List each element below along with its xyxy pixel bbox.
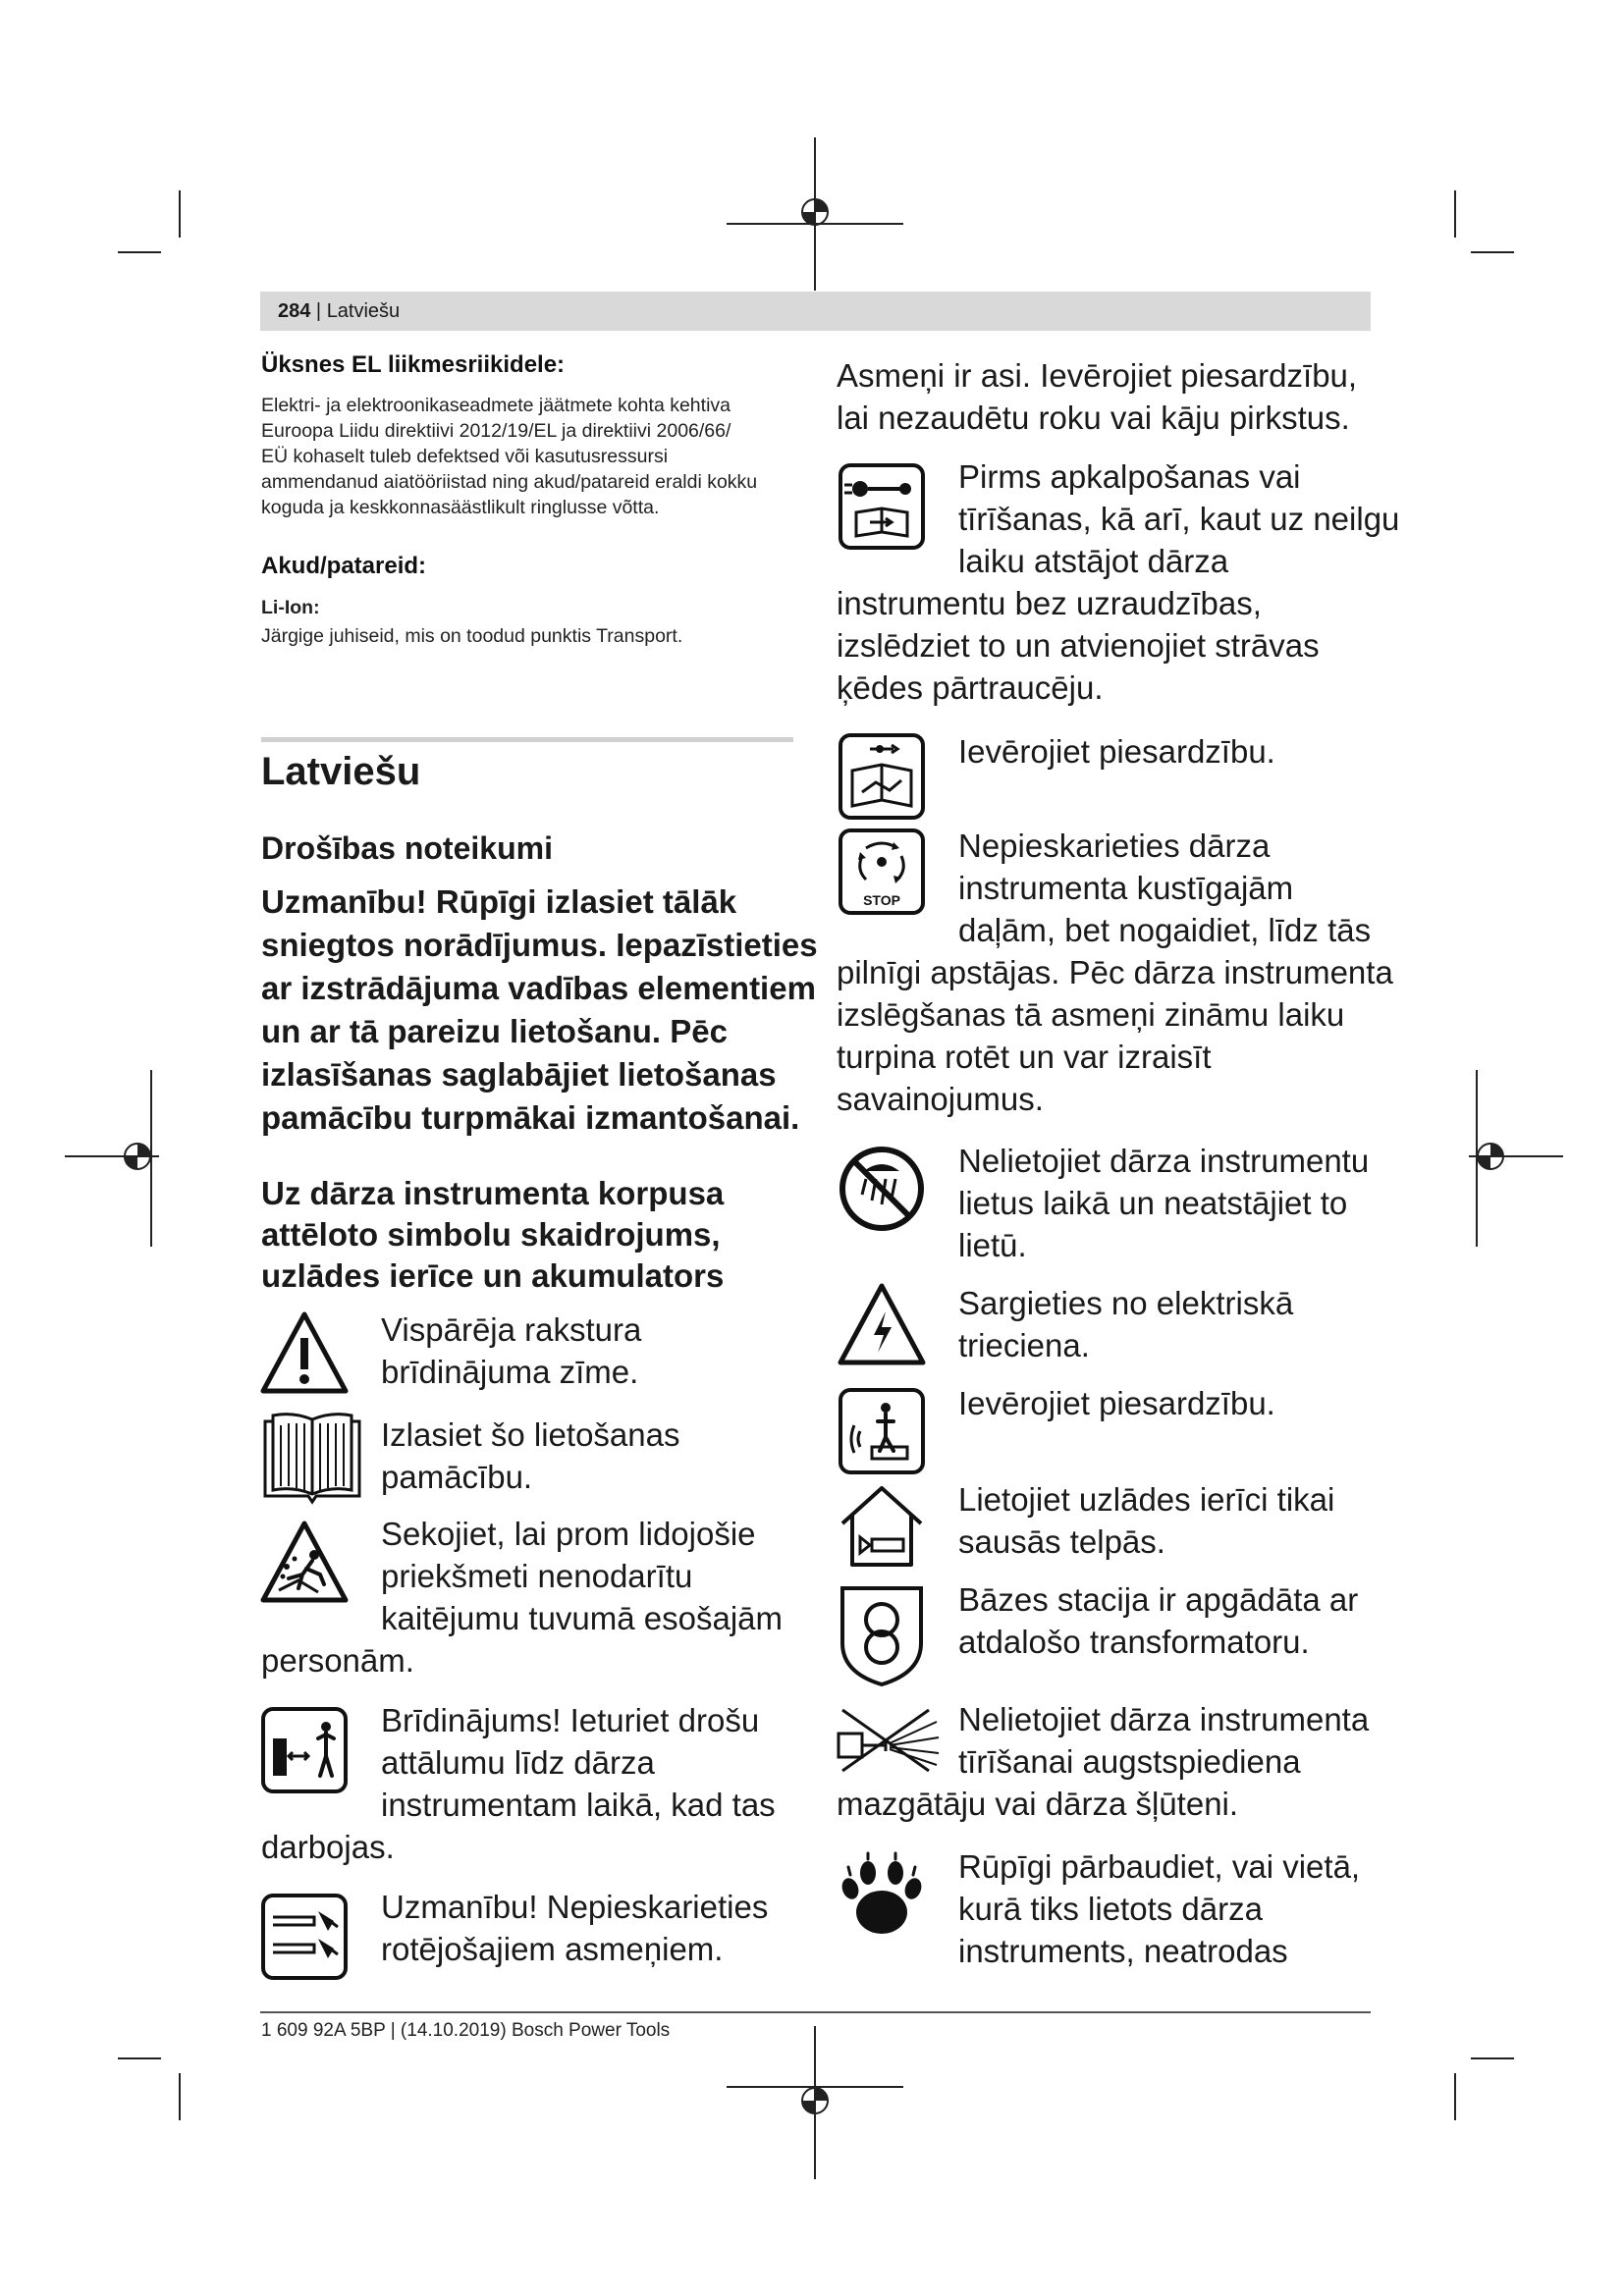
section-divider (261, 737, 793, 742)
text-line: Bāzes stacija ir apgādāta ar (958, 1581, 1359, 1618)
text-line: priekšmeti nenodarītu (381, 1558, 693, 1594)
registration-mark-icon (727, 137, 903, 291)
symbol-item-text (958, 1478, 1334, 1563)
crop-mark (1454, 190, 1456, 238)
symbol-item-text (958, 825, 1371, 951)
text-line: instruments, neatrodas (958, 1933, 1288, 1969)
person-caution-icon (837, 1386, 927, 1476)
text-line: Uzmanību! Rūpīgi izlasiet tālāk (261, 883, 737, 920)
symbol-item-text (837, 1783, 1238, 1825)
text-line: atdalošo transformatoru. (958, 1624, 1310, 1660)
text-line: sniegtos norādījumus. Iepazīstieties (261, 927, 818, 963)
stop-rotation-icon (837, 827, 927, 917)
warning-triangle-icon (259, 1310, 350, 1395)
text-line: kurā tiks lietots dārza (958, 1891, 1263, 1927)
header-separator: | (310, 300, 327, 322)
caution-manual-icon (837, 731, 927, 822)
text-line: sausās telpās. (958, 1523, 1165, 1560)
no-rain-icon (837, 1144, 927, 1234)
symbol-item-text (958, 730, 1275, 773)
text-line: Rūpīgi pārbaudiet, vai vietā, (958, 1848, 1361, 1885)
text-line: ķēdes pārtraucēju. (837, 669, 1104, 706)
crop-mark (1454, 2073, 1456, 2120)
symbol-item-text (261, 1639, 414, 1682)
manual-book-icon (259, 1412, 365, 1506)
text-line: Euroopa Liidu direktiivi 2012/19/EL ja direktiivi 2006/66/ (261, 420, 731, 442)
text-line: Ievērojiet piesardzību. (958, 1385, 1275, 1421)
text-line: turpina rotēt un var izraisīt (837, 1039, 1212, 1075)
animal-paw-icon (837, 1851, 927, 1942)
safe-distance-icon (259, 1705, 350, 1795)
text-line: izlasīšanas saglabājiet lietošanas (261, 1056, 777, 1093)
text-line: ammendanud aiatööriistad ning akud/patareid eraldi kokku (261, 471, 758, 493)
symbol-item-text (381, 1699, 776, 1826)
liion-label: Li-Ion: (261, 597, 320, 618)
text-line: Pirms apkalpošanas vai (958, 458, 1301, 495)
text-line: brīdinājuma zīme. (381, 1354, 639, 1390)
eu-paragraph (261, 393, 791, 520)
text-line: pamācību. (381, 1459, 533, 1495)
akud-heading: Akud/patareid: (261, 553, 427, 579)
crop-mark (1471, 251, 1514, 253)
text-line: trieciena. (958, 1327, 1090, 1363)
symbol-item-text (381, 1308, 641, 1393)
stop-label: STOP (863, 892, 900, 908)
language-title: Latviešu (261, 750, 421, 793)
symbol-item-text (381, 1513, 783, 1639)
symbol-item-text (381, 1414, 680, 1498)
symbol-item-text (958, 1578, 1358, 1663)
symbol-item-text (958, 1382, 1275, 1424)
text-line: savainojumus. (837, 1081, 1044, 1117)
symbol-item-text (958, 1140, 1369, 1266)
registration-mark-icon (727, 2026, 903, 2179)
text-line: Nepieskarieties dārza (958, 828, 1271, 864)
safety-heading: Drošības noteikumi (261, 830, 553, 866)
text-line: Sargieties no elektriskā (958, 1285, 1294, 1321)
symbol-item-text (958, 1845, 1360, 1972)
text-line: tīrīšanai augstspiediena (958, 1743, 1301, 1780)
crop-mark (1471, 2057, 1514, 2059)
page-header (260, 292, 1371, 331)
indoor-house-icon (837, 1484, 927, 1569)
text-line: laiku atstājot dārza (958, 543, 1229, 579)
crop-mark (118, 251, 161, 253)
liion-text: Järgige juhiseid, mis on toodud punktis Transport. (261, 625, 683, 647)
text-line: lietū. (958, 1227, 1027, 1263)
text-line: Uzmanību! Nepieskarieties (381, 1889, 769, 1925)
crop-mark (179, 190, 181, 238)
text-line: attālumu līdz dārza (381, 1744, 655, 1781)
blades-intro (837, 354, 1357, 439)
electric-shock-icon (837, 1282, 927, 1366)
text-line: Izlasiet šo lietošanas (381, 1416, 680, 1453)
rotating-blades-icon (259, 1892, 350, 1982)
text-line: ar izstrādājuma vadības elementiem (261, 970, 816, 1006)
text-line: kaitējumu tuvumā esošajām (381, 1600, 784, 1636)
text-line: Nelietojiet dārza instrumentu (958, 1143, 1370, 1179)
text-line: Asmeņi ir asi. Ievērojiet piesardzību, (837, 357, 1358, 394)
text-line: instrumenta kustīgajām (958, 870, 1294, 906)
text-line: izslēgšanas tā asmeņi zināmu laiku (837, 996, 1345, 1033)
text-line: instrumentam laikā, kad tas (381, 1787, 776, 1823)
page-number-label (278, 300, 400, 323)
symbol-item-text (837, 951, 1393, 1120)
symbol-item-text (261, 1826, 395, 1868)
symbol-item-text (958, 455, 1399, 582)
text-line: izslēdziet to un atvienojiet strāvas (837, 627, 1320, 664)
registration-mark-icon (1469, 1070, 1563, 1247)
text-line: Uz dārza instrumenta korpusa (261, 1175, 725, 1211)
text-line: Vispārēja rakstura (381, 1311, 642, 1348)
text-line: tīrīšanas, kā arī, kaut uz neilgu (958, 501, 1400, 537)
text-line: Ievērojiet piesardzību. (958, 733, 1275, 770)
text-line: Nelietojiet dārza instrumenta (958, 1701, 1370, 1737)
symbol-item-text (958, 1282, 1293, 1366)
eu-heading: Üksnes EL liikmesriikidele: (261, 351, 566, 378)
crop-mark (118, 2057, 161, 2059)
page-number: 284 (278, 300, 311, 322)
text-line: darbojas. (261, 1829, 395, 1865)
text-line: koguda ja keskkonnasäästlikult ringlusse võtta. (261, 497, 660, 518)
isolating-transformer-icon (837, 1582, 927, 1688)
text-line: Sekojiet, lai prom lidojošie (381, 1516, 756, 1552)
text-line: pamācību turpmākai izmantošanai. (261, 1099, 800, 1136)
header-language: Latviešu (326, 300, 401, 322)
text-line: EÜ kohaselt tuleb defektsed või kasutusressursi (261, 446, 669, 467)
text-line: lietus laikā un neatstājiet to (958, 1185, 1348, 1221)
warning-paragraph (261, 881, 818, 1140)
registration-mark-icon (65, 1070, 159, 1247)
no-pressure-washer-icon (835, 1704, 945, 1775)
text-line: daļām, bet nogaidiet, līdz tās (958, 912, 1372, 948)
unplug-manual-icon (837, 461, 927, 552)
flying-objects-icon (259, 1520, 350, 1604)
symbol-item-text (958, 1698, 1369, 1783)
text-line: Brīdinājums! Ieturiet drošu (381, 1702, 760, 1738)
text-line: pilnīgi apstājas. Pēc dārza instrumenta (837, 954, 1393, 990)
crop-mark (179, 2073, 181, 2120)
text-line: rotējošajiem asmeņiem. (381, 1931, 724, 1967)
text-line: mazgātāju vai dārza šļūteni. (837, 1786, 1239, 1822)
text-line: instrumentu bez uzraudzības, (837, 585, 1262, 621)
footer-text: 1 609 92A 5BP | (14.10.2019) Bosch Power Tools (261, 2020, 671, 2041)
text-line: lai nezaudētu roku vai kāju pirkstus. (837, 400, 1350, 436)
text-line: un ar tā pareizu lietošanu. Pēc (261, 1013, 728, 1049)
text-line: Elektri- ja elektroonikaseadmete jäätmete kohta kehtiva (261, 395, 731, 416)
text-line: personām. (261, 1642, 414, 1679)
symbol-item-text (837, 582, 1320, 709)
text-line: attēloto simbolu skaidrojums, (261, 1216, 721, 1253)
symbols-heading (261, 1173, 791, 1297)
footer-divider (260, 2011, 1371, 2013)
symbol-item-text (381, 1886, 768, 1970)
text-line: Lietojiet uzlādes ierīci tikai (958, 1481, 1335, 1518)
text-line: uzlādes ierīce un akumulators (261, 1257, 725, 1294)
